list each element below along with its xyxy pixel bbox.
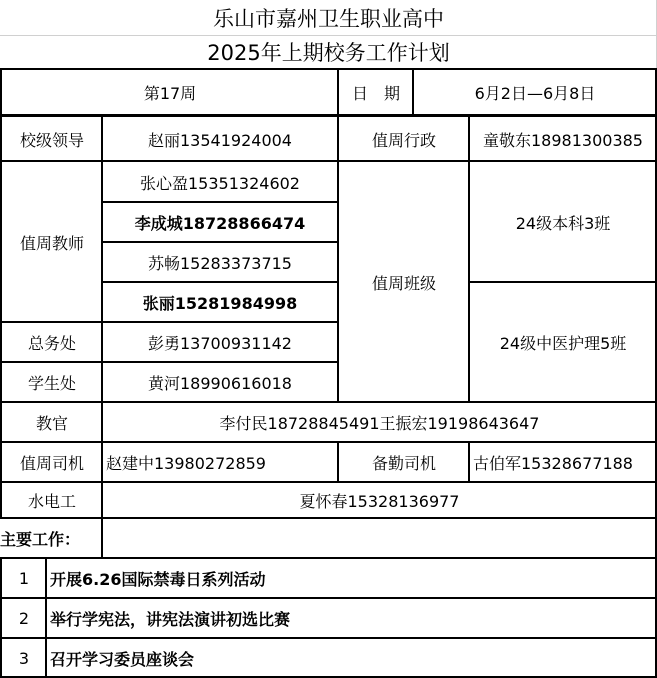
divider [468, 441, 470, 482]
backup-driver-label: 备勤司机 [371, 453, 436, 473]
divider [0, 558, 2, 678]
teacher-item: 李成城18728866474 [134, 213, 306, 233]
divider [0, 114, 657, 117]
instructor-label: 教官 [35, 413, 68, 433]
divider [337, 116, 339, 402]
driver-value: 赵建中13980272859 [106, 453, 266, 473]
divider [0, 321, 338, 323]
duty-class-2: 24级中医护理5班 [499, 333, 627, 353]
plan-title: 2025年上期校务工作计划 [207, 41, 450, 65]
backup-driver-value: 古伯军15328677188 [473, 453, 633, 473]
work-item-text: 举行学宪法，讲宪法演讲初选比赛 [50, 609, 291, 629]
student-office-label: 学生处 [27, 373, 76, 393]
plumber-value: 夏怀春15328136977 [299, 491, 460, 511]
main-work-label: 主要工作： [0, 529, 81, 549]
work-item-text: 召开学习委员座谈会 [50, 649, 195, 669]
duty-class-1: 24级本科3班 [515, 213, 611, 233]
divider [0, 597, 657, 599]
teacher-item: 张丽15281984998 [142, 293, 298, 313]
general-office-label: 总务处 [27, 333, 76, 353]
school-title: 乐山市嘉州卫生职业高中 [213, 7, 444, 31]
divider [0, 637, 657, 639]
teacher-item: 苏畅15283373715 [148, 253, 292, 273]
instructor-value: 李付民18728845491王振宏19198643647 [219, 413, 540, 433]
divider [0, 401, 657, 403]
leader-label: 校级领导 [19, 130, 84, 150]
divider [412, 68, 414, 116]
week-label: 第17周 [143, 83, 197, 103]
divider [337, 68, 339, 116]
divider [0, 68, 2, 518]
divider [0, 35, 657, 36]
admin-value: 童敬东18981300385 [483, 130, 643, 150]
driver-label: 值周司机 [19, 453, 84, 473]
divider [102, 281, 338, 283]
divider [101, 116, 103, 518]
leader-value: 赵丽13541924004 [148, 130, 292, 150]
divider [0, 160, 657, 162]
duty-class-label: 值周班级 [371, 273, 436, 293]
general-office-value: 彭勇13700931142 [148, 333, 292, 353]
date-value: 6月2日—6月8日 [474, 83, 596, 103]
work-item-number: 3 [18, 648, 30, 668]
work-item-text: 开展6.26国际禁毒日系列活动 [50, 569, 266, 589]
work-item-number: 1 [18, 568, 30, 588]
divider [0, 441, 657, 443]
student-office-value: 黄河18990616018 [148, 373, 292, 393]
work-item-number: 2 [18, 608, 30, 628]
divider [0, 557, 657, 559]
teacher-item: 张心盈15351324602 [140, 173, 300, 193]
divider [0, 481, 657, 483]
divider [469, 281, 657, 283]
divider [101, 517, 103, 558]
divider [468, 116, 470, 402]
divider [0, 68, 657, 70]
divider [337, 441, 339, 482]
teachers-label: 值周教师 [19, 233, 84, 253]
divider [0, 517, 657, 519]
plumber-label: 水电工 [27, 491, 76, 511]
divider [45, 558, 47, 678]
date-label: 日 期 [351, 83, 400, 103]
divider [102, 241, 338, 243]
admin-label: 值周行政 [371, 130, 436, 150]
divider [102, 201, 338, 203]
divider [0, 361, 338, 363]
